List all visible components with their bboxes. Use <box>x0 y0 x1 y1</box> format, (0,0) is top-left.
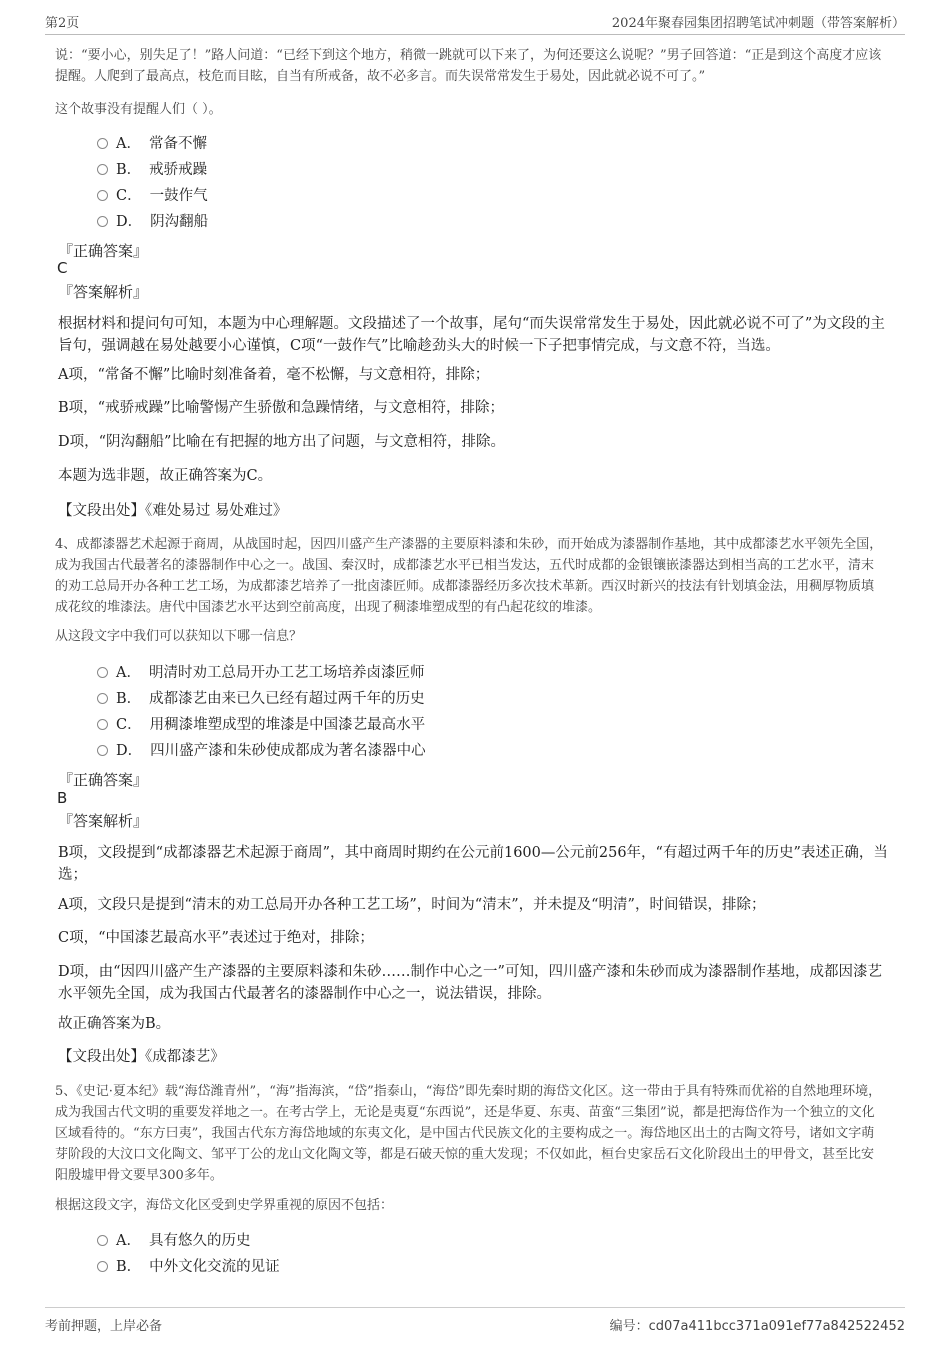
page-footer <box>45 1307 905 1336</box>
q3-analysis-2: A项，“常备不懈”比喻时刻准备着，毫不松懈，与文意相符，排除； <box>58 367 490 383</box>
q4-source: 【文段出处】《成都漆艺》 <box>58 1049 225 1065</box>
q5-stem: 5、《史记·夏本纪》载“海岱潍青州”，“海”指海滨，“岱”指泰山，“海岱”即先秦时期的海岱文化区。这一带由于具有特殊而优裕的自然地理环境，成为我国古代文明的重要发祥地之一。在考古学上，无论是夷夏“东西说”，还是华夏、东夷、苗蛮“三集团”说，都是把海岱作为一个独立的文化区域看待的。“东方曰夷”，我国古代东方海岱地域的东夷文化，是中国古代民族文化的主要构成之一。海岱地区出土的古陶文符号，诸如文字萌芽阶段的大汶口文化陶文、邹平丁公的龙山文化陶文等，都是石破天惊的重大发现；不仅如此，桓台史家岳石文化阶段出土的甲骨文，甚至比安阳殷墟甲骨文要早300多年。 <box>55 1084 882 1183</box>
q3-analysis-5: 本题为选非题，故正确答案为C。 <box>58 468 273 484</box>
q4-option-c[interactable]: C． 用稠漆堆塑成型的堆漆是中国漆艺最高水平 <box>97 714 425 736</box>
radio-icon[interactable] <box>97 693 108 704</box>
radio-icon[interactable] <box>97 719 108 730</box>
q4-option-d[interactable]: D． 四川盛产漆和朱砂使成都成为著名漆器中心 <box>97 740 426 762</box>
q3-option-d[interactable]: D． 阴沟翻船 <box>97 211 208 233</box>
q4-answer: B <box>57 789 68 807</box>
q3-option-c[interactable]: C． 一鼓作气 <box>97 185 208 207</box>
q4-analysis-3: C项，“中国漆艺最高水平”表述过于绝对，排除； <box>58 930 374 946</box>
q3-story: 说：“要小心，别失足了！”路人问道：“已经下到这个地方，稍微一跳就可以下来了，为何还要这么说呢？”男子回答道：“正是到这个高度才应该提醒。人爬到了最高点，枝危而目眩，自当有所戒备，故不必多言。而失误常常发生于易处，因此就必说不可了。” <box>55 48 882 84</box>
q4-answer-label: 『正确答案』 <box>58 771 149 789</box>
footer-slogan: 考前押题，上岸必备 <box>45 1319 163 1334</box>
q3-analysis-3: B项，“戒骄戒躁”比喻警惕产生骄傲和急躁情绪，与文意相符，排除； <box>58 400 504 416</box>
radio-icon[interactable] <box>97 190 108 201</box>
q3-question: 这个故事没有提醒人们（ ）。 <box>55 102 222 117</box>
q4-analysis-4: D项，由“因四川盛产生产漆器的主要原料漆和朱砂……制作中心之一”可知，四川盛产漆和朱砂而成为漆器制作基地，成都因漆艺水平领先全国，成为我国古代最著名的漆器制作中心之一，说法错误，排除。 <box>58 964 882 1002</box>
q4-analysis-2: A项，文段只是提到“清末的劝工总局开办各种工艺工场”，时间为“清末”，并未提及“明清”，时间错误，排除； <box>58 897 766 913</box>
document-code <box>610 1315 905 1334</box>
radio-icon[interactable] <box>97 164 108 175</box>
q3-answer: C <box>57 259 68 277</box>
radio-icon[interactable] <box>97 1261 108 1272</box>
q3-option-b[interactable]: B． 戒骄戒躁 <box>97 159 207 181</box>
code-label: 编号： <box>609 1319 649 1334</box>
q3-source: 【文段出处】《难处易过 易处难过》 <box>58 503 288 519</box>
q5-option-b[interactable]: B． 中外文化交流的见证 <box>97 1256 280 1278</box>
q4-question: 从这段文字中我们可以获知以下哪一信息？ <box>55 629 303 644</box>
q4-analysis-1: B项，文段提到“成都漆器艺术起源于商周”，其中商周时期约在公元前1600—公元前256年，“有超过两千年的历史”表述正确，当选； <box>58 845 888 883</box>
q3-answer-label: 『正确答案』 <box>58 242 149 260</box>
q4-option-b[interactable]: B． 成都漆艺由来已久已经有超过两千年的历史 <box>97 688 425 710</box>
code-value: cd07a411bcc371a091ef77a842522452 <box>648 1319 905 1334</box>
radio-icon[interactable] <box>97 745 108 756</box>
radio-icon[interactable] <box>97 667 108 678</box>
q4-stem: 4、成都漆器艺术起源于商周，从战国时起，因四川盛产生产漆器的主要原料漆和朱砂，而开始成为漆器制作基地，其中成都漆艺水平领先全国，成为我国古代最著名的漆器制作中心之一。战国、秦汉时，成都漆艺水平已相当发达，五代时成都的金银镶嵌漆器达到相当高的工艺水平，清末的劝工总局开办各种工艺工场，为成都漆艺培养了一批卤漆匠师。成都漆器经历多次技术革新。西汉时新兴的技法有针划填金法，用稠厚物质填成花纹的堆漆法。唐代中国漆艺水平达到空前高度，出现了稠漆堆塑成型的有凸起花纹的堆漆。 <box>55 537 883 615</box>
page-number: 第2页 <box>45 16 80 31</box>
document-title: 2024年聚春园集团招聘笔试冲刺题（带答案解析） <box>611 16 905 31</box>
radio-icon[interactable] <box>97 138 108 149</box>
radio-icon[interactable] <box>97 1235 108 1246</box>
q3-analysis-1: 根据材料和提问句可知，本题为中心理解题。文段描述了一个故事，尾句“而失误常常发生于易处，因此就必说不可了”为文段的主旨句，强调越在易处越要小心谨慎，C项“一鼓作气”比喻趁劲头大的时候一下子把事情完成，与文意不符，当选。 <box>58 316 885 354</box>
q4-analysis-label: 『答案解析』 <box>58 812 149 830</box>
radio-icon[interactable] <box>97 216 108 227</box>
q4-option-a[interactable]: A． 明清时劝工总局开办工艺工场培养卤漆匠师 <box>97 662 424 684</box>
q3-option-a[interactable]: A． 常备不懈 <box>97 133 207 155</box>
q4-analysis-5: 故正确答案为B。 <box>58 1016 171 1032</box>
q5-question: 根据这段文字，海岱文化区受到史学界重视的原因不包括： <box>55 1198 394 1213</box>
q3-analysis-label: 『答案解析』 <box>58 283 149 301</box>
page-header <box>45 10 905 35</box>
q5-option-a[interactable]: A． 具有悠久的历史 <box>97 1230 250 1252</box>
q3-analysis-4: D项，“阴沟翻船”比喻在有把握的地方出了问题，与文意相符，排除。 <box>58 434 505 450</box>
